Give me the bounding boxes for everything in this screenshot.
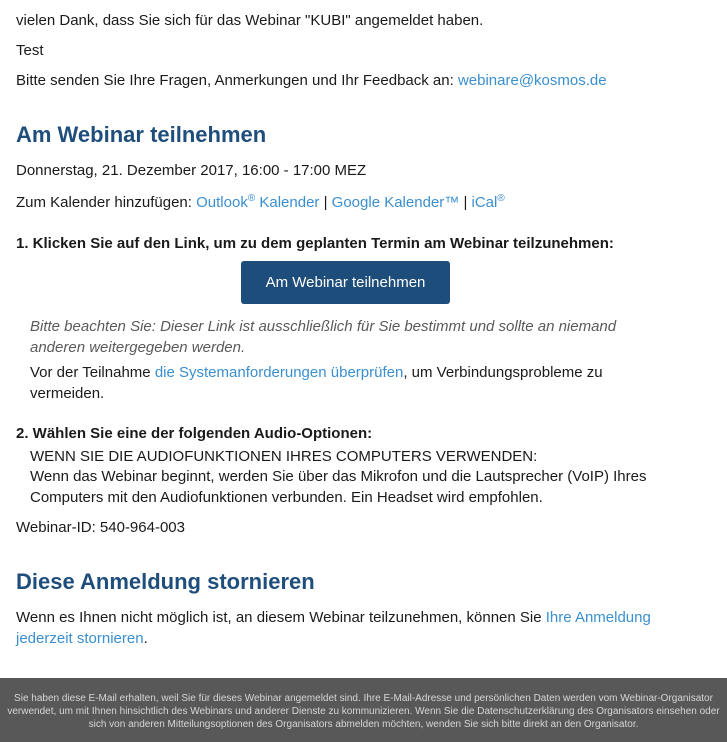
cancel-text-line xyxy=(16,607,651,628)
outlook-calendar-link[interactable] xyxy=(196,194,319,211)
cancel-text-line-2 xyxy=(16,628,148,649)
cancel-period: . xyxy=(143,630,148,647)
feedback-prefix: Bitte senden Sie Ihre Fragen, Anmerkungen und Ihr Feedback an: xyxy=(16,72,454,89)
sysreq-link[interactable]: die Systemanforderungen überprüfen xyxy=(154,364,404,381)
outlook-label: Outlook xyxy=(196,194,248,211)
test-text: Test xyxy=(16,42,44,59)
google-calendar-link[interactable]: Google Kalender™ xyxy=(331,194,460,211)
audio-option-title: WENN SIE DIE AUDIOFUNKTIONEN IHRES COMPUTERS VERWENDEN: xyxy=(30,448,538,465)
join-webinar-button[interactable]: Am Webinar teilnehmen xyxy=(241,261,450,304)
sysreq-line xyxy=(30,362,603,383)
calendar-line xyxy=(16,192,505,213)
outlook-suffix: Kalender xyxy=(259,194,320,211)
sysreq-suffix: , um Verbindungsprobleme zu xyxy=(403,364,603,381)
calendar-prefix: Zum Kalender hinzufügen: xyxy=(16,194,192,211)
ical-registered: ® xyxy=(497,193,505,204)
audio-option-desc-1: Wenn das Webinar beginnt, werden Sie über das Mikrofon und die Lautsprecher (VoIP) Ihres xyxy=(30,468,647,485)
outlook-registered: ® xyxy=(247,193,256,204)
calendar-separator-1: | xyxy=(323,194,328,211)
ical-label: iCal xyxy=(471,194,498,211)
sysreq-line-2: vermeiden. xyxy=(30,385,105,402)
feedback-email-link[interactable]: webinare@kosmos.de xyxy=(457,72,607,89)
footer-text: Sie haben diese E-Mail erhalten, weil Sie für dieses Webinar angemeldet sind. Ihre E-Mail-Adresse und persönlichen Daten werden vom Webinar-Organisator verwendet, um mit Ihnen hinsichtlich des Webinars und anderer Dienste zu kommunizieren. Wenn Sie die Datenschutzerklärung des Organisators einsehen oder sich von anderen Mitteilungsoptionen des Organisators abmelden möchten, wenden Sie sich bitte direkt an den Organisator. xyxy=(7,693,720,730)
footer xyxy=(0,678,727,742)
ical-link[interactable] xyxy=(472,194,505,211)
link-note-line-1: Bitte beachten Sie: Dieser Link ist ausschließlich für Sie bestimmt und sollte an niemand xyxy=(30,318,617,335)
greeting-text: vielen Dank, dass Sie sich für das Webinar "KUBI" angemeldet haben. xyxy=(16,12,484,29)
sysreq-prefix: Vor der Teilnahme xyxy=(30,364,151,381)
cancel-link-part-2[interactable]: jederzeit stornieren xyxy=(16,630,144,647)
webinar-datetime: Donnerstag, 21. Dezember 2017, 16:00 - 17:00 MEZ xyxy=(16,162,367,179)
webinar-id: Webinar-ID: 540-964-003 xyxy=(16,519,185,536)
step-2-instruction: 2. Wählen Sie eine der folgenden Audio-Optionen: xyxy=(16,425,373,442)
cancel-heading: Diese Anmeldung stornieren xyxy=(16,569,315,594)
cancel-text: Wenn es Ihnen nicht möglich ist, an diesem Webinar teilzunehmen, können Sie xyxy=(16,609,542,626)
cancel-link-part-1[interactable]: Ihre Anmeldung xyxy=(545,609,651,626)
link-note-line-2: anderen weitergegeben werden. xyxy=(30,339,246,356)
audio-option-desc-2: Computers mit den Audiofunktionen verbunden. Ein Headset wird empfohlen. xyxy=(30,489,543,506)
step-1-instruction: 1. Klicken Sie auf den Link, um zu dem geplanten Termin am Webinar teilzunehmen: xyxy=(16,235,614,252)
calendar-separator-2: | xyxy=(463,194,468,211)
join-heading: Am Webinar teilnehmen xyxy=(16,122,267,147)
feedback-line xyxy=(16,70,607,91)
